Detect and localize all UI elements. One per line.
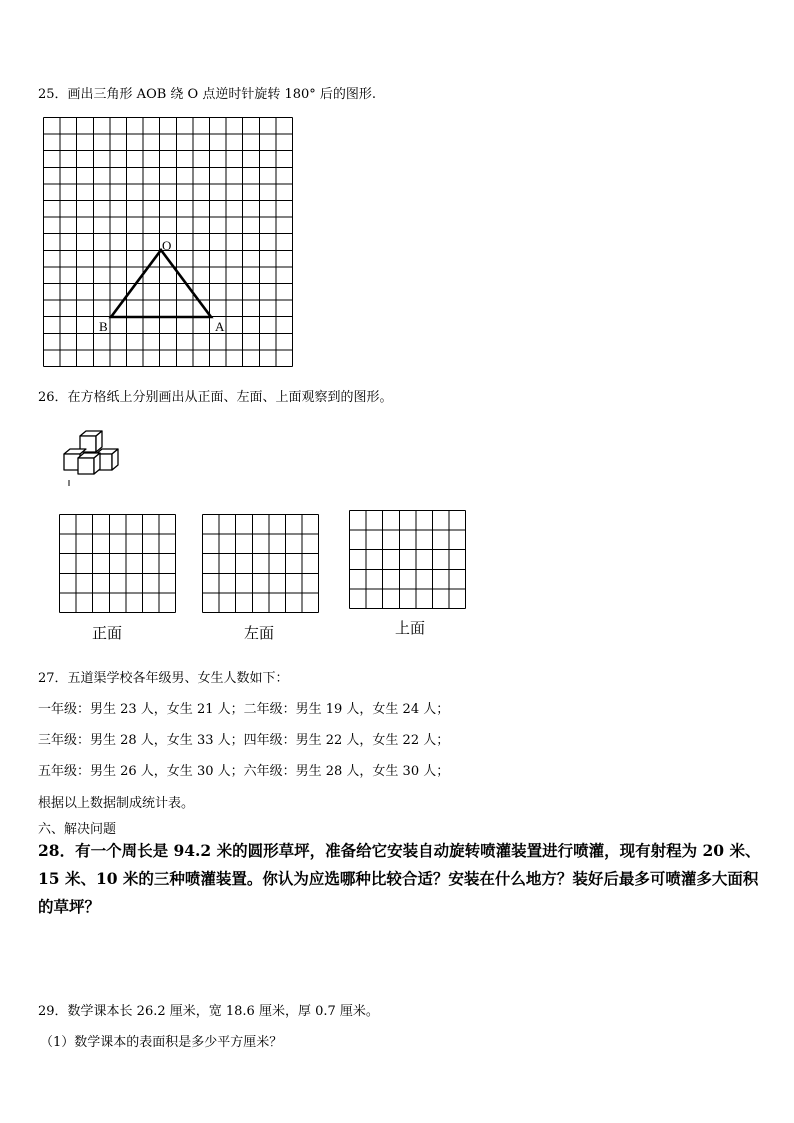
point-o-label: O — [162, 238, 172, 253]
cube-figure — [58, 428, 128, 490]
section-6-heading: 六、解决问题 — [38, 822, 117, 837]
q29-text: 29．数学课本长 26.2 厘米，宽 18.6 厘米，厚 0.7 厘米。 — [38, 1004, 379, 1019]
point-b-label: B — [99, 319, 108, 334]
grid-front[interactable] — [59, 514, 177, 614]
q27-line-2: 三年级：男生 28 人，女生 33 人；四年级：男生 22 人，女生 22 人； — [38, 733, 450, 748]
q27-line-1: 一年级：男生 23 人，女生 21 人；二年级：男生 19 人，女生 24 人； — [38, 702, 450, 717]
q25-text: 25．画出三角形 AOB 绕 O 点逆时针旋转 180° 后的图形. — [38, 87, 377, 102]
grid-top[interactable] — [349, 510, 467, 610]
q27-outro: 根据以上数据制成统计表。 — [38, 796, 195, 811]
q29-sub-1: （1）数学课本的表面积是多少平方厘米？ — [40, 1035, 283, 1050]
q26-text: 26．在方格纸上分别画出从正面、左面、上面观察到的图形。 — [38, 390, 393, 405]
point-a-label: A — [215, 319, 225, 334]
q25-grid[interactable] — [43, 117, 295, 369]
label-front: 正面 — [92, 624, 123, 642]
label-left: 左面 — [244, 624, 275, 642]
q27-intro: 27．五道渠学校各年级男、女生人数如下： — [38, 671, 289, 686]
q28-text: 28．有一个周长是 94.2 米的圆形草坪，准备给它安装自动旋转喷灌装置进行喷灌，现有射程为 20 米、15 米、10 米的三种喷灌装置。你认为应选哪种比较合适？安装在什么地方？装好后最多可喷灌多大面积的草坪？ — [38, 841, 761, 916]
q27-line-3: 五年级：男生 26 人，女生 30 人；六年级：男生 28 人，女生 30 人； — [38, 764, 450, 779]
label-top: 上面 — [395, 619, 426, 637]
grid-left[interactable] — [202, 514, 320, 614]
